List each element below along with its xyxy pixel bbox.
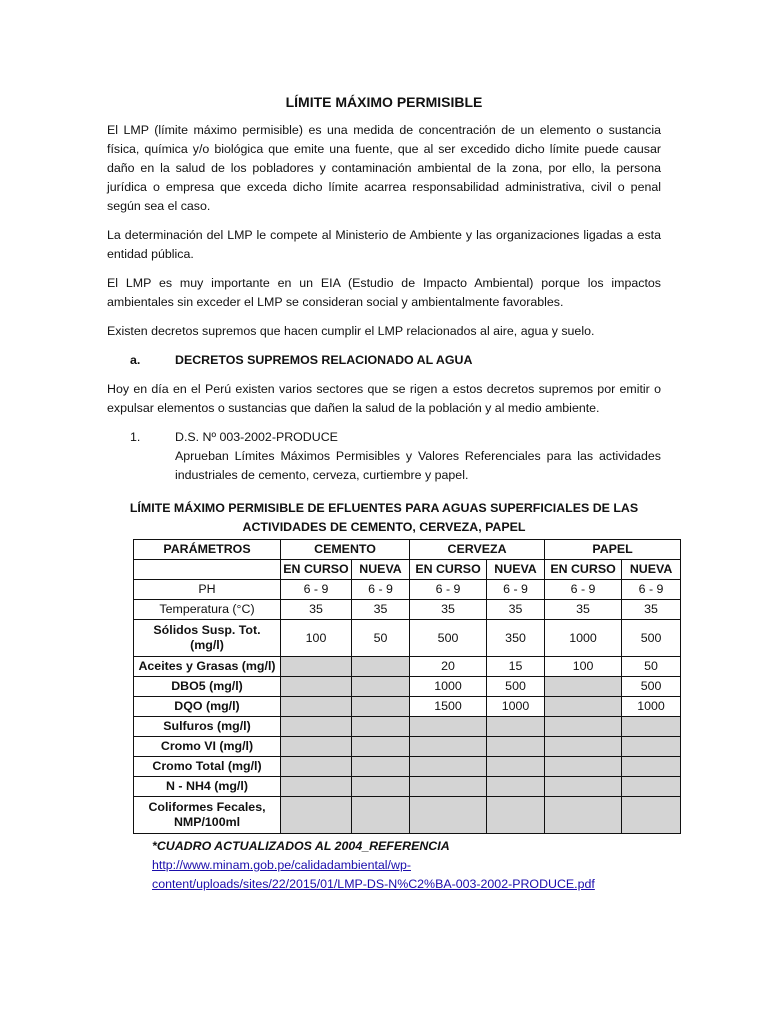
- value-cell: 35: [545, 600, 622, 620]
- paragraph-3: El LMP es muy importante en un EIA (Estudio de Impacto Ambiental) porque los impactos ambientales sin exceder el LMP se consideran social y ambientalmente favorables.: [107, 276, 661, 309]
- subheader-cell: NUEVA: [352, 560, 410, 580]
- table-subheader-row: [134, 560, 681, 580]
- empty-value-cell: [622, 737, 681, 757]
- empty-value-cell: [545, 677, 622, 697]
- empty-value-cell: [281, 737, 352, 757]
- value-cell: 500: [487, 677, 545, 697]
- empty-value-cell: [545, 717, 622, 737]
- header-empty-cell: [134, 560, 281, 580]
- value-cell: 35: [487, 600, 545, 620]
- lmp-table: [133, 539, 681, 834]
- table-header-row: [134, 540, 681, 560]
- header-group-cemento: CEMENTO: [281, 540, 410, 560]
- list-item-desc: Aprueban Límites Máximos Permisibles y Valores Referenciales para las actividades industriales de cemento, cerveza, curtiembre y papel.: [175, 449, 661, 482]
- section-a-text: DECRETOS SUPREMOS RELACIONADO AL AGUA: [175, 353, 473, 367]
- empty-value-cell: [352, 657, 410, 677]
- section-a-label: a.: [130, 353, 141, 367]
- value-cell: 500: [410, 620, 487, 657]
- empty-value-cell: [281, 797, 352, 834]
- table-caption: [107, 499, 661, 537]
- table-row: [134, 620, 681, 657]
- document-title: LÍMITE MÁXIMO PERMISIBLE: [285, 94, 483, 110]
- value-cell: 350: [487, 620, 545, 657]
- subheader-cell: EN CURSO: [410, 560, 487, 580]
- value-cell: 6 - 9: [410, 580, 487, 600]
- value-cell: 1000: [487, 697, 545, 717]
- table-row: [134, 757, 681, 777]
- list-item-number: 1.: [130, 430, 141, 444]
- empty-value-cell: [352, 677, 410, 697]
- value-cell: 500: [622, 620, 681, 657]
- value-cell: 50: [352, 620, 410, 657]
- value-cell: 100: [281, 620, 352, 657]
- reference-link-line-1: http://www.minam.gob.pe/calidadambiental/wp-: [152, 858, 411, 872]
- value-cell: 35: [352, 600, 410, 620]
- section-a-heading: [107, 351, 661, 370]
- table-note: [152, 837, 661, 894]
- empty-value-cell: [281, 677, 352, 697]
- empty-value-cell: [622, 777, 681, 797]
- empty-value-cell: [545, 737, 622, 757]
- table-caption-line-2: ACTIVIDADES DE CEMENTO, CERVEZA, PAPEL: [242, 520, 526, 534]
- subheader-cell: EN CURSO: [545, 560, 622, 580]
- value-cell: 1500: [410, 697, 487, 717]
- param-cell: N - NH4 (mg/l): [134, 777, 281, 797]
- empty-value-cell: [487, 717, 545, 737]
- empty-value-cell: [352, 777, 410, 797]
- note-reference: *CUADRO ACTUALIZADOS AL 2004_REFERENCIA: [152, 839, 450, 853]
- table-body: [134, 580, 681, 834]
- param-cell: Cromo VI (mg/l): [134, 737, 281, 757]
- empty-value-cell: [281, 777, 352, 797]
- value-cell: 35: [410, 600, 487, 620]
- paragraph-1: El LMP (límite máximo permisible) es una medida de concentración de un elemento o sustancia física, química y/o biológica que emite una fuente, que al ser excedido dicho límite puede causar daño en la salud de los pobladores y contaminación ambiental de la zona, por ello, la persona jurídica o empresa que exceda dicho límite acarrea responsabilidad administrativa, civil o penal según sea el caso.: [107, 123, 661, 213]
- table-row: [134, 697, 681, 717]
- empty-value-cell: [352, 717, 410, 737]
- value-cell: 6 - 9: [622, 580, 681, 600]
- header-group-papel: PAPEL: [545, 540, 681, 560]
- value-cell: 15: [487, 657, 545, 677]
- header-group-cerveza: CERVEZA: [410, 540, 545, 560]
- paragraph-5: Hoy en día en el Perú existen varios sectores que se rigen a estos decretos supremos por emitir o expulsar elementos o sustancias que dañen la salud de la población y al medio ambiente.: [107, 382, 661, 415]
- empty-value-cell: [410, 777, 487, 797]
- subheader-cell: NUEVA: [487, 560, 545, 580]
- empty-value-cell: [281, 757, 352, 777]
- empty-value-cell: [410, 737, 487, 757]
- value-cell: 1000: [410, 677, 487, 697]
- empty-value-cell: [352, 737, 410, 757]
- param-cell: Coliformes Fecales, NMP/100ml: [134, 797, 281, 834]
- subheader-cell: EN CURSO: [281, 560, 352, 580]
- empty-value-cell: [281, 657, 352, 677]
- table-row: [134, 657, 681, 677]
- list-item-1: [107, 428, 661, 485]
- header-parametros: PARÁMETROS: [134, 540, 281, 560]
- param-cell: Sulfuros (mg/l): [134, 717, 281, 737]
- table-row: [134, 797, 681, 834]
- list-item-body: [175, 428, 661, 485]
- param-cell: Temperatura (°C): [134, 600, 281, 620]
- param-cell: DBO5 (mg/l): [134, 677, 281, 697]
- value-cell: 35: [281, 600, 352, 620]
- param-cell: Aceites y Grasas (mg/l): [134, 657, 281, 677]
- empty-value-cell: [487, 797, 545, 834]
- param-cell: DQO (mg/l): [134, 697, 281, 717]
- value-cell: 6 - 9: [545, 580, 622, 600]
- value-cell: 6 - 9: [281, 580, 352, 600]
- value-cell: 500: [622, 677, 681, 697]
- table-caption-line-1: LÍMITE MÁXIMO PERMISIBLE DE EFLUENTES PARA AGUAS SUPERFICIALES DE LAS: [129, 501, 639, 515]
- paragraph-4: Existen decretos supremos que hacen cumplir el LMP relacionados al aire, agua y suelo.: [107, 324, 595, 338]
- empty-value-cell: [545, 757, 622, 777]
- empty-value-cell: [487, 757, 545, 777]
- empty-value-cell: [410, 797, 487, 834]
- empty-value-cell: [545, 797, 622, 834]
- empty-value-cell: [622, 757, 681, 777]
- value-cell: 35: [622, 600, 681, 620]
- list-item-title: D.S. Nº 003-2002-PRODUCE: [175, 430, 338, 444]
- empty-value-cell: [410, 757, 487, 777]
- reference-link[interactable]: [152, 856, 661, 894]
- empty-value-cell: [281, 697, 352, 717]
- value-cell: 6 - 9: [352, 580, 410, 600]
- param-cell: Sólidos Susp. Tot. (mg/l): [134, 620, 281, 657]
- empty-value-cell: [545, 777, 622, 797]
- param-cell: Cromo Total (mg/l): [134, 757, 281, 777]
- table-row: [134, 600, 681, 620]
- value-cell: 6 - 9: [487, 580, 545, 600]
- value-cell: 20: [410, 657, 487, 677]
- table-row: [134, 677, 681, 697]
- empty-value-cell: [487, 777, 545, 797]
- empty-value-cell: [352, 697, 410, 717]
- subheader-cell: NUEVA: [622, 560, 681, 580]
- empty-value-cell: [622, 797, 681, 834]
- value-cell: 100: [545, 657, 622, 677]
- empty-value-cell: [352, 757, 410, 777]
- reference-link-line-2: content/uploads/sites/22/2015/01/LMP-DS-N%C2%BA-003-2002-PRODUCE.pdf: [152, 877, 595, 891]
- document-content: [107, 92, 673, 894]
- empty-value-cell: [281, 717, 352, 737]
- table-row: [134, 737, 681, 757]
- empty-value-cell: [622, 717, 681, 737]
- empty-value-cell: [352, 797, 410, 834]
- table-row: [134, 580, 681, 600]
- empty-value-cell: [410, 717, 487, 737]
- empty-value-cell: [545, 697, 622, 717]
- value-cell: 50: [622, 657, 681, 677]
- value-cell: 1000: [545, 620, 622, 657]
- table-row: [134, 717, 681, 737]
- paragraph-2: La determinación del LMP le compete al Ministerio de Ambiente y las organizaciones ligadas a esta entidad pública.: [107, 228, 661, 261]
- param-cell: PH: [134, 580, 281, 600]
- empty-value-cell: [487, 737, 545, 757]
- value-cell: 1000: [622, 697, 681, 717]
- table-row: [134, 777, 681, 797]
